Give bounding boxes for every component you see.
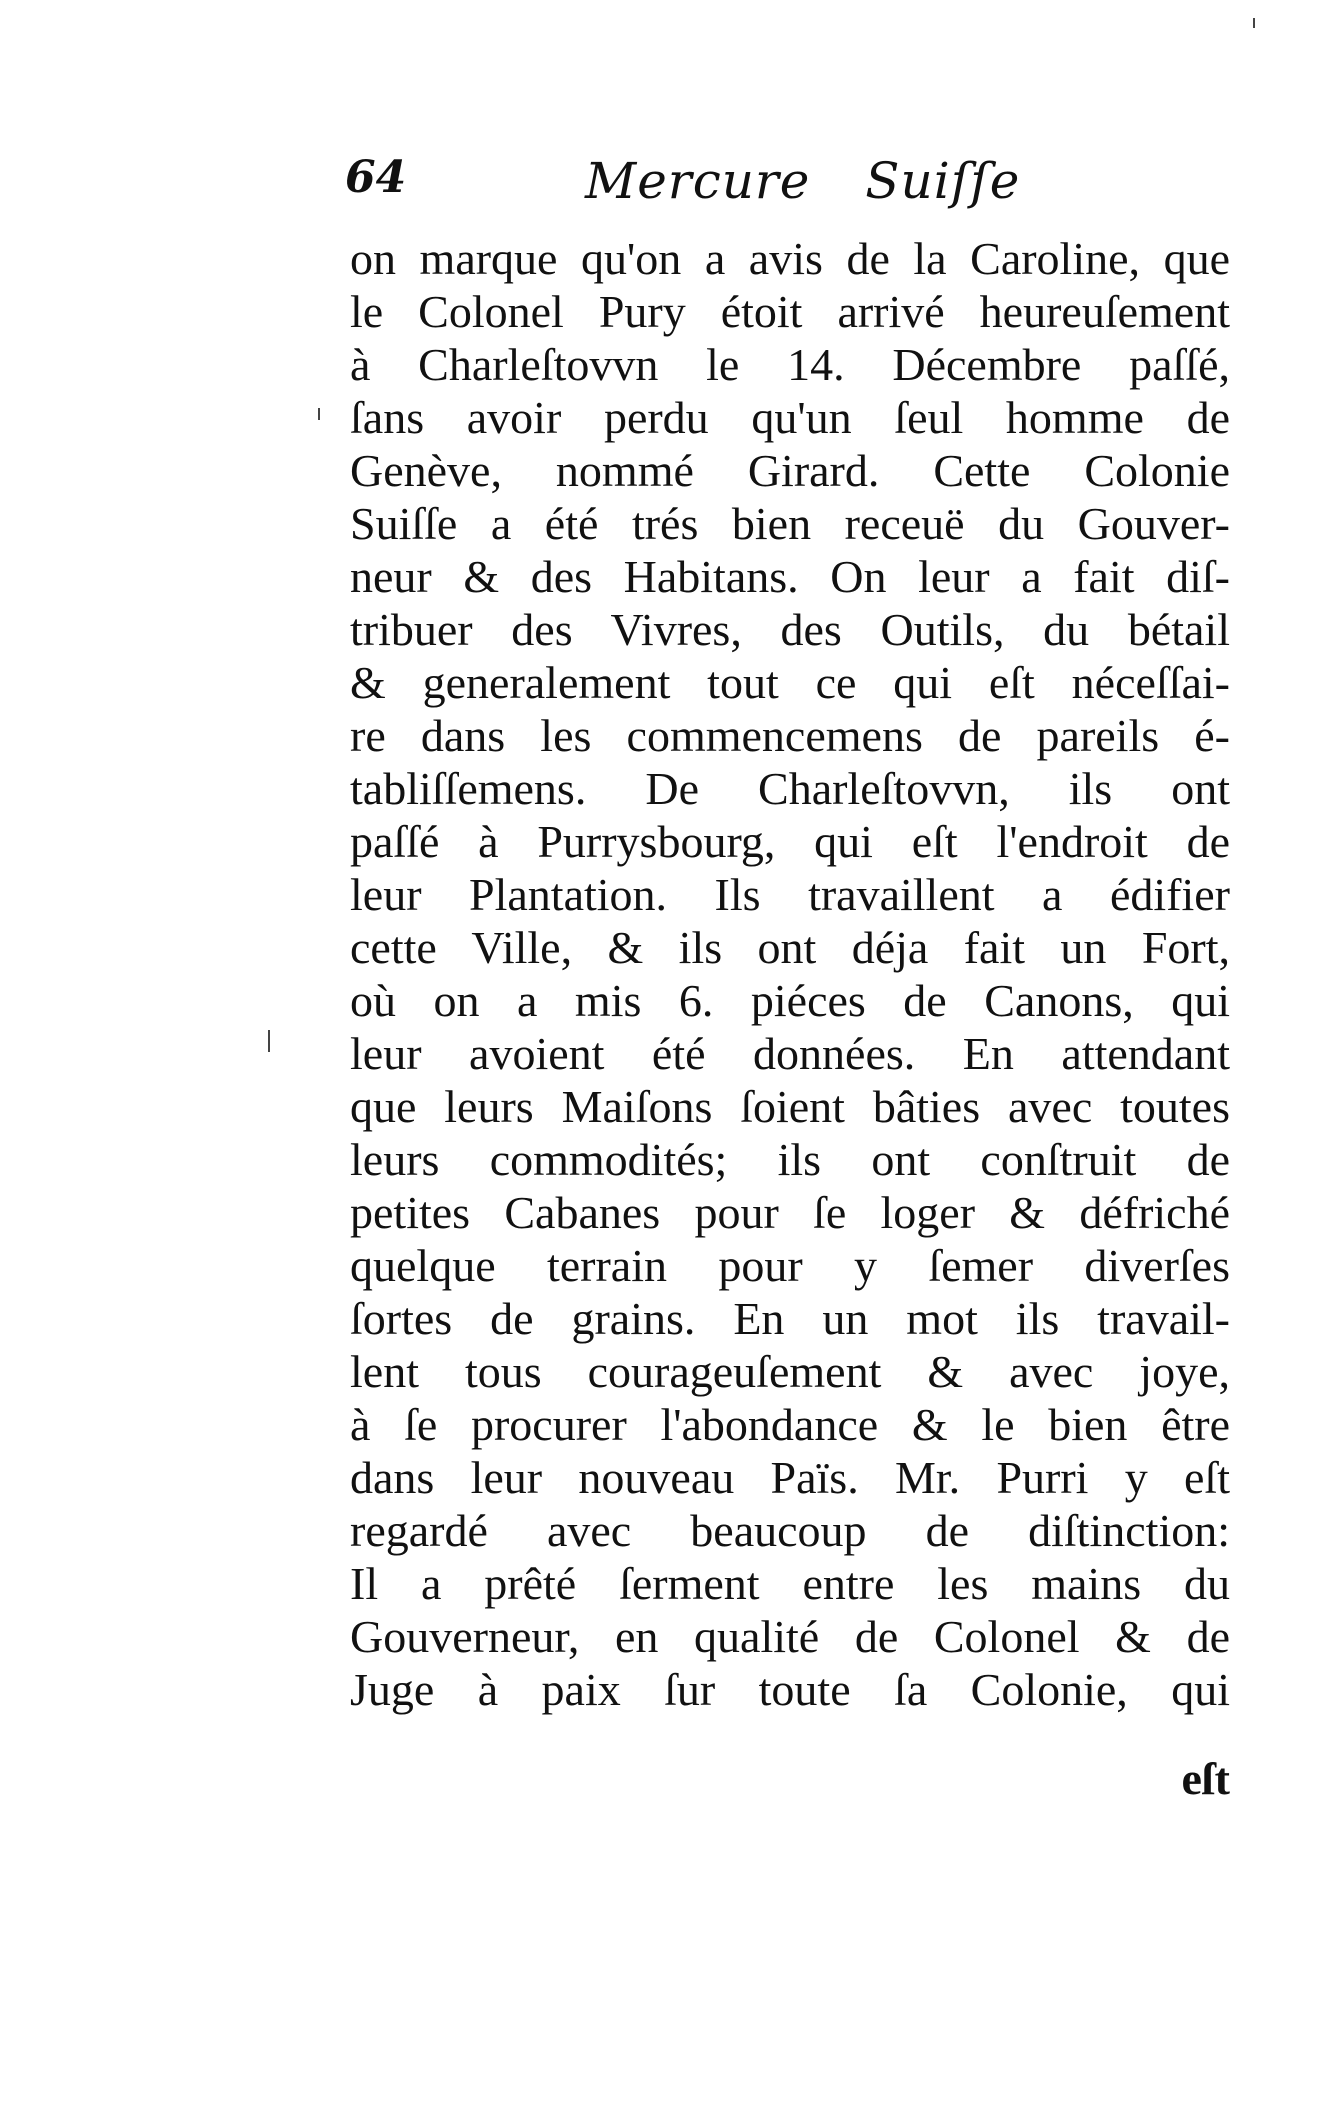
text-line: quelque terrain pour y ſemer diverſes — [350, 1240, 1230, 1291]
text-line: le Colonel Pury étoit arrivé heureuſement — [350, 286, 1230, 337]
text-line: tribuer des Vivres, des Outils, du bétail — [350, 604, 1230, 655]
text-line: tabliſſemens. De Charleſtovvn, ils ont — [350, 763, 1230, 814]
text-line: petites Cabanes pour ſe loger & défriché — [350, 1187, 1230, 1238]
text-line: ſortes de grains. En un mot ils travail- — [350, 1293, 1230, 1344]
text-line: que leurs Maiſons ſoient bâties avec toutes — [350, 1081, 1230, 1132]
margin-speck — [1253, 18, 1255, 28]
text-line: regardé avec beaucoup de diſtinction: — [350, 1505, 1230, 1556]
text-line: neur & des Habitans. On leur a fait diſ- — [350, 551, 1230, 602]
text-line: où on a mis 6. piéces de Canons, qui — [350, 975, 1230, 1026]
text-line: Gouverneur, en qualité de Colonel & de — [350, 1611, 1230, 1662]
text-line: Juge à paix ſur toute ſa Colonie, qui — [350, 1664, 1230, 1715]
text-line: ſans avoir perdu qu'un ſeul homme de — [350, 392, 1230, 443]
text-line: leurs commodités; ils ont conſtruit de — [350, 1134, 1230, 1185]
text-line: leur Plantation. Ils travaillent a édifier — [350, 869, 1230, 920]
text-line: Suiſſe a été trés bien receuë du Gouver- — [350, 498, 1230, 549]
text-line: lent tous courageuſement & avec joye, — [350, 1346, 1230, 1397]
text-line: Il a prêté ſerment entre les mains du — [350, 1558, 1230, 1609]
text-line: re dans les commencemens de pareils é- — [350, 710, 1230, 761]
text-line: cette Ville, & ils ont déja fait un Fort, — [350, 922, 1230, 973]
running-title: Mercure Suiſſe — [585, 152, 1021, 210]
text-line: leur avoient été données. En attendant — [350, 1028, 1230, 1079]
text-line: on marque qu'on a avis de la Caroline, que — [350, 233, 1230, 284]
text-line: Genève, nommé Girard. Cette Colonie — [350, 445, 1230, 496]
text-line: & generalement tout ce qui eſt néceſſai- — [350, 657, 1230, 708]
page-header — [345, 152, 1225, 222]
margin-speck — [318, 408, 320, 420]
catchword: eſt — [1181, 1753, 1230, 1804]
text-line: paſſé à Purrysbourg, qui eſt l'endroit de — [350, 816, 1230, 867]
text-line: à Charleſtovvn le 14. Décembre paſſé, — [350, 339, 1230, 390]
body-text — [350, 232, 1230, 1716]
page-number: 64 — [345, 152, 407, 203]
text-line: dans leur nouveau Païs. Mr. Purri y eſt — [350, 1452, 1230, 1503]
margin-speck — [268, 1030, 270, 1052]
text-line: à ſe procurer l'abondance & le bien être — [350, 1399, 1230, 1450]
